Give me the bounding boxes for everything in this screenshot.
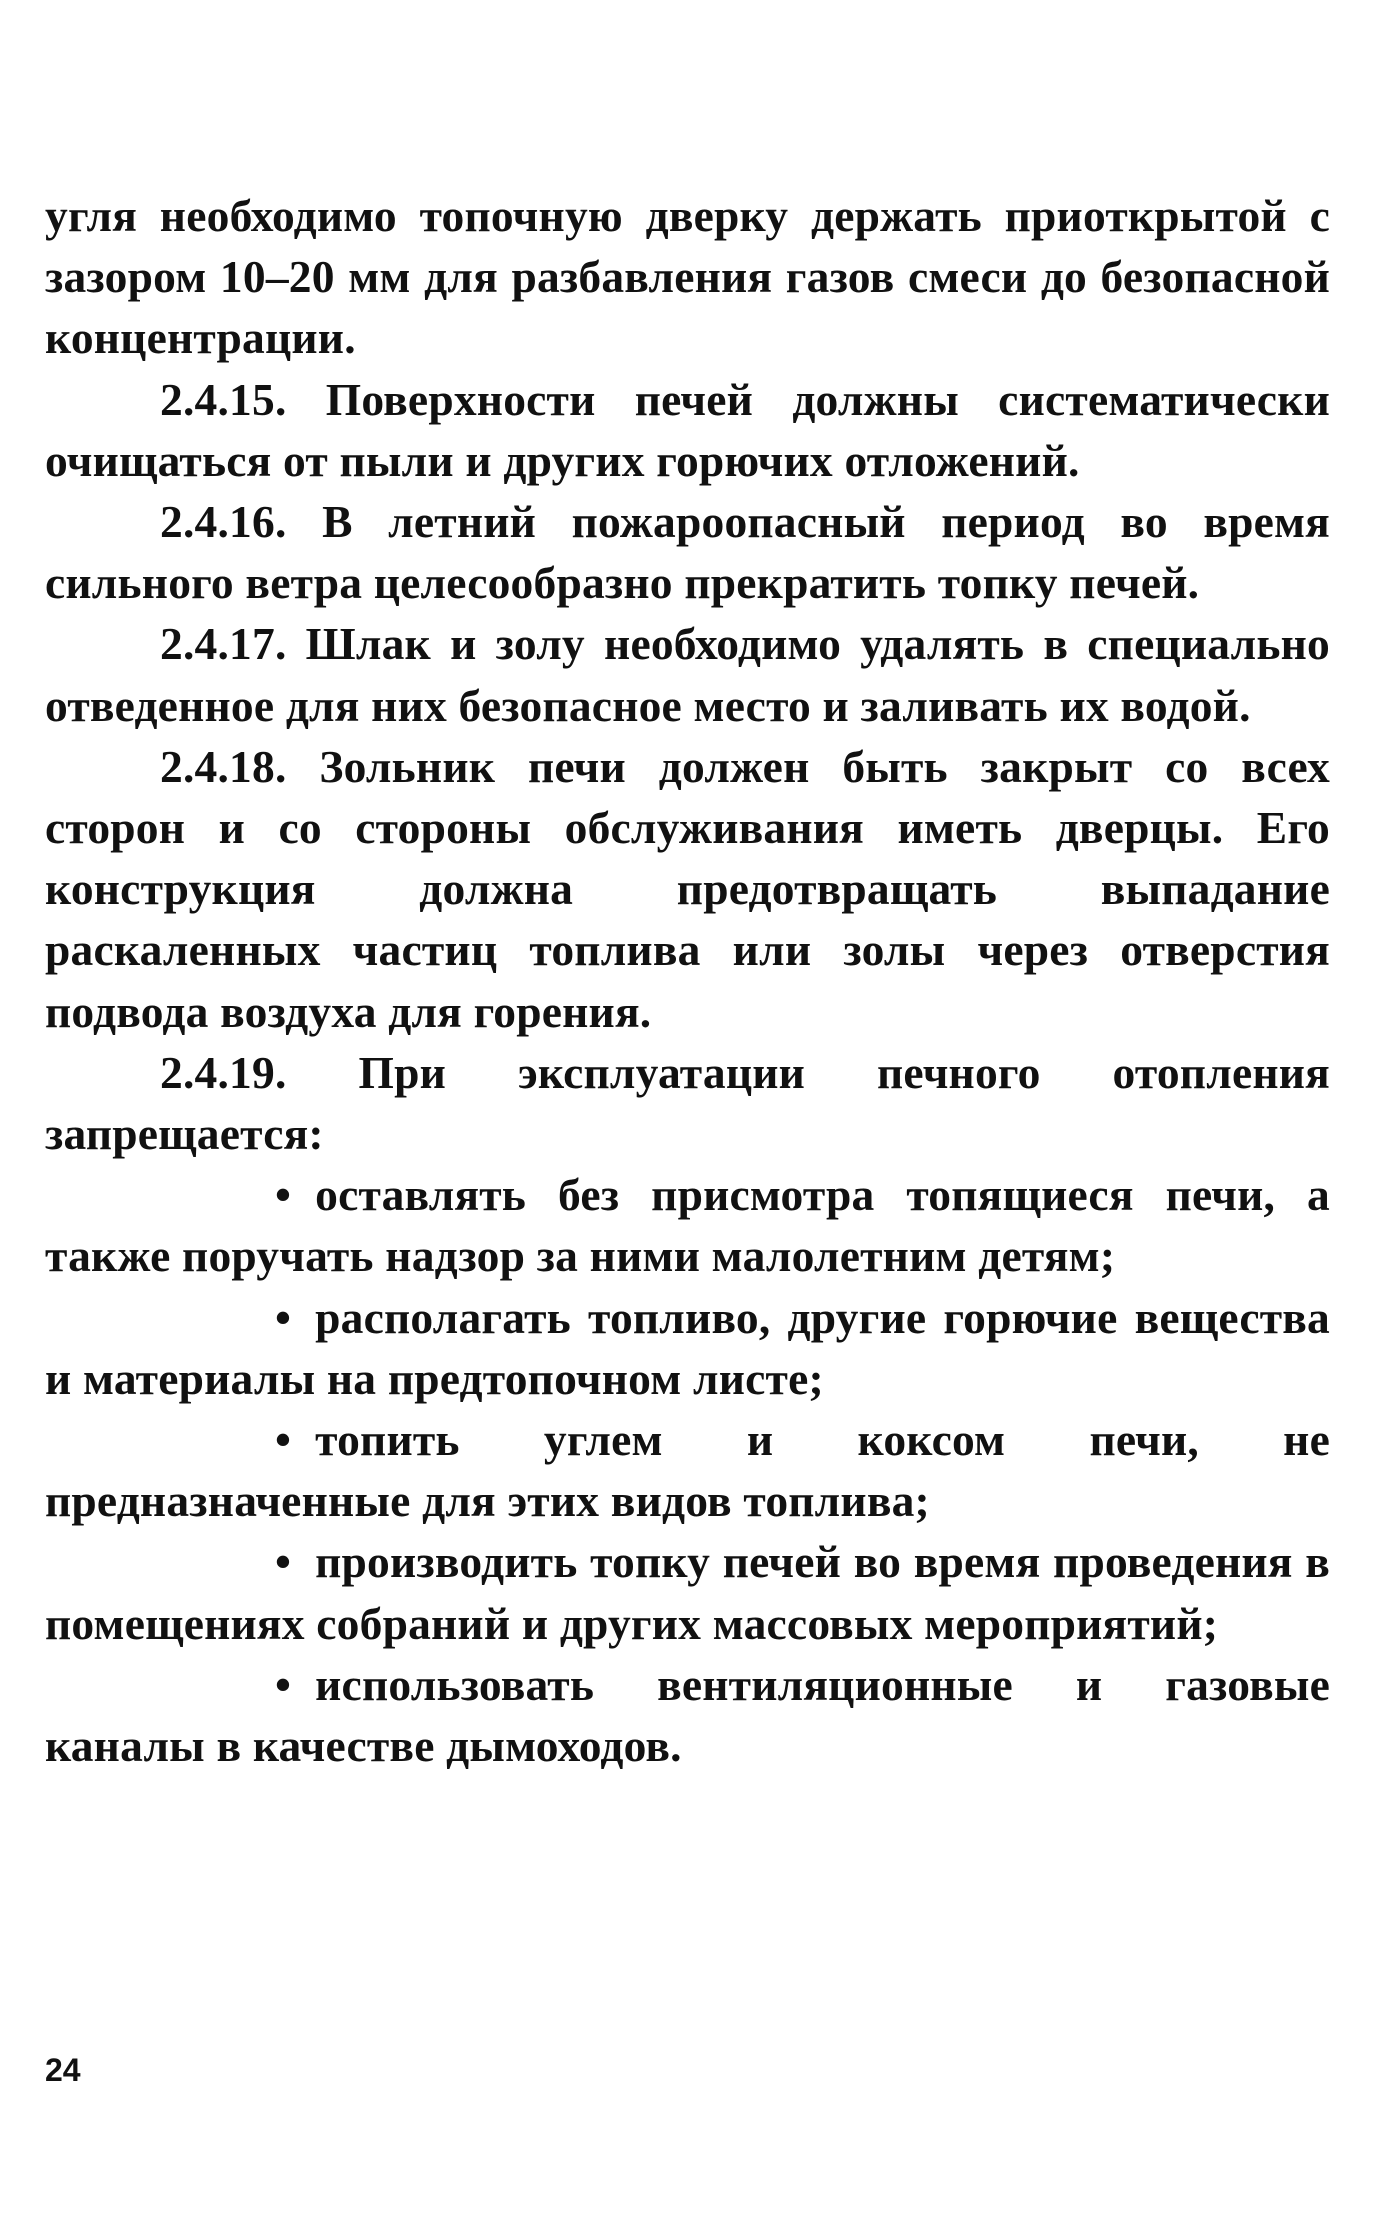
paragraph-2-4-16: 2.4.16. В летний пожароопасный период во время сильного ветра целесообразно прекратить топку печей. (45, 496, 1330, 609)
bullet-item: • использовать вентиляционные и газовые каналы в качестве дымоходов. (45, 1654, 1330, 1776)
page-number: 24 (45, 2052, 81, 2088)
bullet-item: • располагать топливо, другие горючие вещества и материалы на предтопочном листе; (45, 1287, 1330, 1409)
paragraph-continuation: угля необходимо топочную дверку держать приоткрытой с зазором 10–20 мм для разбавления газов смеси до безопасной концентрации. (45, 190, 1330, 364)
bullet-item: • топить углем и коксом печи, не предназначенные для этих видов топлива; (45, 1409, 1330, 1531)
paragraph-2-4-15: 2.4.15. Поверхности печей должны систематически очищаться от пыли и других горючих отложений. (45, 373, 1330, 486)
paragraph-2-4-18: 2.4.18. Зольник печи должен быть закрыт со всех сторон и со стороны обслуживания иметь дверцы. Его конструкция должна предотвращать выпадание раскаленных частиц топлива или золы через отверстия подвода воздуха для горения. (45, 740, 1330, 1037)
bullet-item: • оставлять без присмотра топящиеся печи, а также поручать надзор за ними малолетним детям; (45, 1164, 1330, 1286)
paragraph-2-4-17: 2.4.17. Шлак и золу необходимо удалять в специально отведенное для них безопасное место и заливать их водой. (45, 618, 1330, 731)
page-body (45, 185, 1330, 1776)
bullet-item: • производить топку печей во время проведения в помещениях собраний и других массовых мероприятий; (45, 1531, 1330, 1653)
paragraph-2-4-19: 2.4.19. При эксплуатации печного отопления запрещается: (45, 1046, 1330, 1160)
